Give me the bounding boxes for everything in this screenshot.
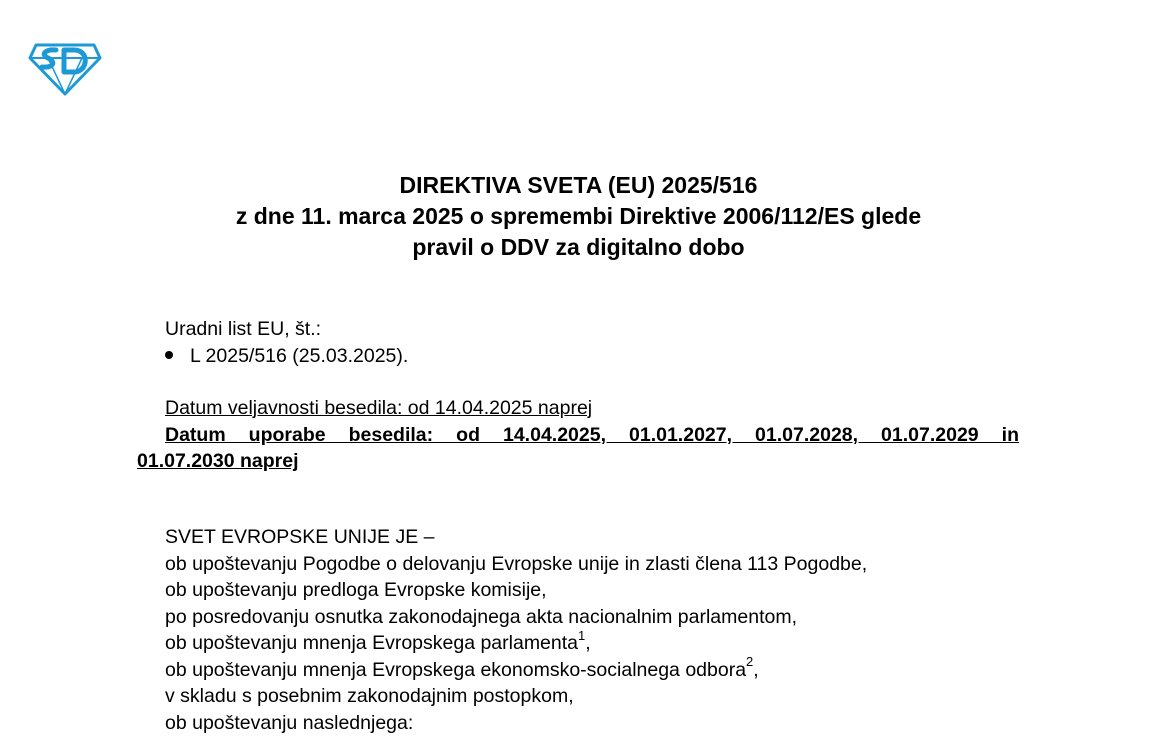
preamble-line <box>165 654 867 684</box>
preamble-line: ob upoštevanju Pogodbe o delovanju Evropske unije in zlasti člena 113 Pogodbe, <box>165 552 868 575</box>
title-line-3: pravil o DDV za digitalno dobo <box>412 234 745 260</box>
punctuation: , <box>753 658 759 681</box>
gazette-reference: L 2025/516 (25.03.2025). <box>190 345 409 367</box>
preamble-text: ob upoštevanju mnenja Evropskega ekonomsko-socialnega odbora <box>165 658 747 681</box>
title-line-1: DIREKTIVA SVETA (EU) 2025/516 <box>399 172 758 198</box>
bullet-icon <box>165 351 173 359</box>
footnote-ref[interactable]: 2 <box>746 654 754 669</box>
sd-diamond-logo-icon <box>28 42 102 96</box>
punctuation: , <box>585 632 591 654</box>
gazette-label: Uradni list EU, št.: <box>165 318 322 340</box>
footnote-ref[interactable]: 1 <box>578 627 586 643</box>
validity-date: Datum veljavnosti besedila: od 14.04.2025 naprej <box>165 397 593 419</box>
title-line-2: z dne 11. marca 2025 o spremembi Direktive 2006/112/ES glede <box>235 203 922 229</box>
preamble-line: po posredovanju osnutka zakonodajnega akta nacionalnim parlamentom, <box>165 605 797 628</box>
usage-dates-line-2: 01.07.2030 naprej <box>137 450 299 472</box>
preamble-line: v skladu s posebnim zakonodajnim postopkom, <box>165 685 574 707</box>
preamble <box>165 524 867 736</box>
preamble-heading: SVET EVROPSKE UNIJE JE – <box>165 526 435 548</box>
preamble-line: ob upoštevanju predloga Evropske komisije, <box>165 579 547 601</box>
document-title <box>0 170 1157 263</box>
usage-dates-line-1: Datum uporabe besedila: od 14.04.2025, 01.01.2027, 01.07.2028, 01.07.2029 in <box>165 424 1019 446</box>
usage-dates <box>137 422 1019 474</box>
preamble-line <box>165 627 867 657</box>
preamble-line: ob upoštevanju naslednjega: <box>165 711 414 734</box>
preamble-text: ob upoštevanju mnenja Evropskega parlamenta <box>165 632 579 654</box>
gazette-list-item <box>165 345 408 368</box>
